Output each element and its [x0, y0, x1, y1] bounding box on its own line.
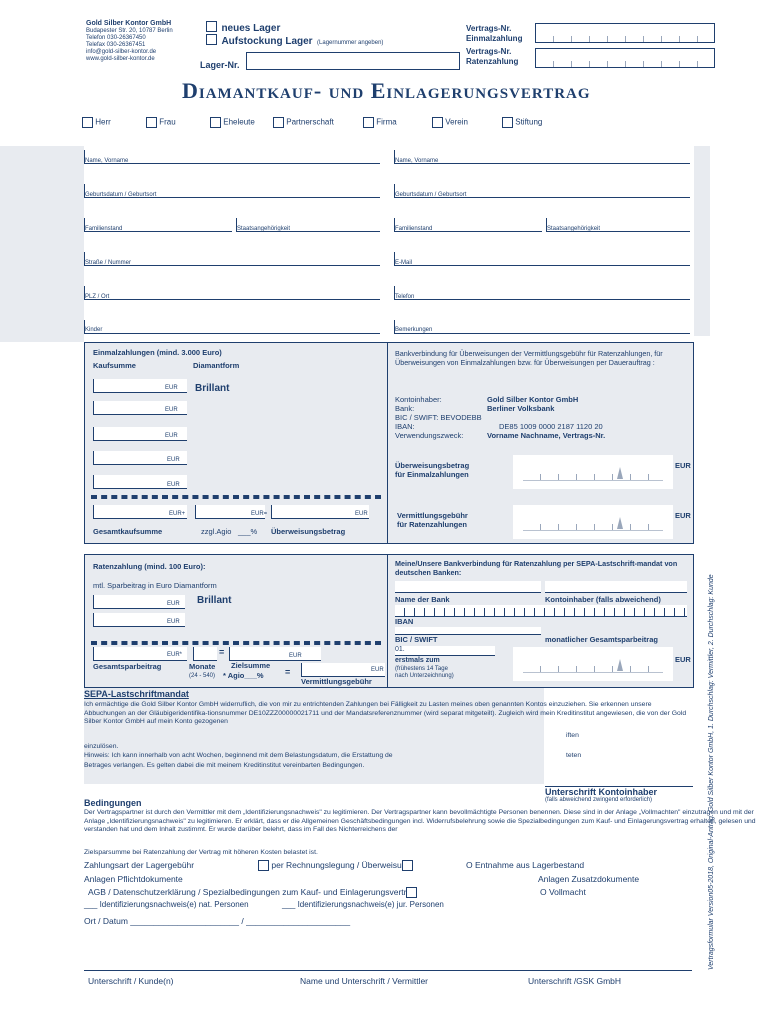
fee-invoice-label: per Rechnungslegung / Überweisu	[271, 860, 402, 870]
raten-target-eur: EUR	[289, 653, 302, 659]
raten-section	[84, 554, 694, 688]
transfer-amount-field[interactable]	[513, 455, 673, 489]
right-phone-label: Telefon	[395, 294, 415, 300]
vertrags-einmal-label	[466, 24, 522, 44]
sepa-date-prefix: 01.	[395, 646, 405, 653]
eheleute-checkbox[interactable]	[210, 117, 221, 128]
einmal-total-eur	[169, 511, 185, 518]
raten-divider	[387, 555, 388, 687]
fee-invoice-checkbox-2[interactable]	[402, 860, 413, 871]
partnerschaft-label: Partnerschaft	[286, 117, 334, 127]
fee-invoice-checkbox[interactable]	[258, 860, 269, 871]
einmal-eur-2: EUR	[165, 407, 178, 413]
purpose-label: Verwendungszweck:	[395, 431, 464, 440]
lager-nr-label: Lager-Nr.	[200, 60, 240, 70]
salutation-row	[82, 117, 702, 131]
personal-section	[84, 146, 694, 336]
left-zip-label: PLZ / Ort	[85, 294, 110, 300]
vertrags-raten-label	[466, 47, 518, 67]
herr-label: Herr	[95, 117, 111, 127]
fee-ticks	[523, 519, 663, 531]
conditions-text-end: Zielsparsumme bei Ratenzahlung der Vertrag mit höheren Kosten belastet ist.	[84, 849, 318, 856]
frau-checkbox[interactable]	[146, 117, 157, 128]
sepa-first-date-field[interactable]	[395, 646, 495, 656]
sepa-monthly-ticks	[523, 661, 663, 673]
raten-f-monate: Monate	[189, 662, 216, 671]
fee-eur: EUR	[675, 511, 691, 520]
raten-brillant: Brillant	[197, 595, 232, 606]
raten-total-eur-text: EUR	[167, 652, 180, 658]
purpose-value: Vorname Nachname, Vertrags-Nr.	[487, 431, 606, 440]
einmal-col-sum: Kaufsumme	[93, 361, 136, 370]
right-nationality-label: Staatsangehörigkeit	[547, 226, 601, 232]
salutation-verein[interactable]	[432, 117, 468, 128]
right-phone-field[interactable]	[394, 286, 690, 300]
right-notes-field[interactable]	[394, 320, 690, 334]
owner-value: Gold Silber Kontor GmbH	[487, 395, 579, 404]
fee-label-1: Vermittlungsgebühr	[397, 511, 468, 520]
raten-f-ziel: Zielsumme	[231, 661, 271, 670]
equals-sign: =	[263, 511, 268, 517]
salutation-frau[interactable]	[146, 117, 176, 128]
sepa-owner-field[interactable]	[545, 581, 687, 593]
company-email: info@gold-silber-kontor.de	[86, 49, 157, 55]
fee-withdraw-option[interactable]: O Entnahme aus Lagerbestand	[466, 860, 585, 870]
raten-eq: =	[219, 647, 225, 657]
sepa-monthly-label: monatlicher Gesamtsparbeitrag	[545, 635, 658, 644]
sepa-text-2-end: Betrages verlangen. Es gelten dabei die mit meinem Kreditinstitut vereinbarten Bedingungen.	[84, 762, 365, 769]
sepa-signature-label: Unterschrift Kontoinhaber	[545, 787, 658, 797]
bank-info-details	[395, 395, 690, 440]
bank-info-intro: Bankverbindung für Überweisungen der Vermittlungsgebühr für Ratenzahlungen, für Überweisungen von Einmalzahlungen bzw. für Überweisungen per Dauerauftrag :	[395, 349, 663, 367]
eheleute-label: Eheleute	[223, 117, 255, 127]
sepa-monthly-field[interactable]	[513, 647, 673, 681]
sepa-first-hint-1: (frühestens 14 Tage	[395, 666, 448, 672]
partnerschaft-checkbox[interactable]	[273, 117, 284, 128]
sepa-iban-label: IBAN	[395, 617, 414, 626]
vertrags-einmal-line1: Vertrags-Nr.	[466, 24, 512, 33]
transfer-ticks	[523, 469, 663, 481]
einmal-dashed-separator	[91, 495, 381, 499]
einmal-eur-1: EUR	[165, 385, 178, 391]
company-fax: Telefax 030-26367451	[86, 42, 146, 48]
left-zip-field[interactable]	[84, 286, 380, 300]
aufstockung-option[interactable]	[206, 31, 383, 49]
plus-sign: +	[181, 511, 186, 517]
vollmacht-option[interactable]: O Vollmacht	[540, 887, 586, 897]
company-block	[86, 20, 206, 63]
einmal-section	[84, 342, 694, 544]
bank-label: Bank:	[395, 404, 415, 413]
company-web: www.gold-silber-kontor.de	[86, 56, 155, 62]
right-name-field[interactable]	[394, 150, 690, 164]
place-date-field[interactable]: Ort / Datum _______________________ / ______________________	[84, 916, 351, 926]
aufstockung-label: Aufstockung Lager	[221, 36, 313, 47]
owner-label: Kontoinhaber:	[395, 395, 442, 404]
vertrags-raten-line1: Vertrags-Nr.	[466, 47, 512, 56]
right-birth-label: Geburtsdatum / Geburtsort	[395, 192, 467, 198]
document-title: Diamantkauf- und Einlagerungsvertrag	[182, 78, 591, 103]
salutation-partnerschaft[interactable]	[273, 117, 334, 128]
transfer-decimal-marker	[617, 467, 623, 479]
left-status-label: Familienstand	[85, 226, 123, 232]
fee-invoice-option[interactable]	[258, 860, 413, 871]
transfer-label-2: für Einmalzahlungen	[395, 470, 469, 479]
side-note: Vertragsformular Version05-2018, Original-Antrag: Gold Silber Kontor GmbH, 1. Durchschlag: Vermittler, 2. Durchschlag: Kunde	[708, 574, 715, 970]
signature-line[interactable]	[84, 970, 692, 971]
signature-gsk: Unterschrift /GSK GmbH	[528, 976, 622, 986]
einmal-brillant: Brillant	[195, 383, 230, 394]
sepa-decimal-marker	[617, 659, 623, 671]
aufstockung-checkbox[interactable]	[206, 34, 217, 45]
einmal-pct-sign: %	[250, 527, 258, 536]
ident-jur-label[interactable]: ___ Identifizierungsnachweis(e) jur. Personen	[282, 900, 444, 909]
left-margin-shade	[0, 146, 84, 342]
right-email-field[interactable]	[394, 252, 690, 266]
signature-agent: Name und Unterschrift / Vermittler	[300, 976, 429, 986]
stiftung-checkbox[interactable]	[502, 117, 513, 128]
fee-type-row	[84, 860, 194, 870]
raten-target-field[interactable]	[229, 647, 321, 661]
raten-eur-2: EUR	[167, 619, 180, 625]
lager-nr-field[interactable]	[246, 52, 460, 70]
star-sign: *	[179, 652, 183, 658]
vertrags-einmal-line2: Einmalzahlung	[466, 34, 523, 43]
firma-label: Firma	[376, 117, 397, 127]
raten-f-fee: Vermittlungsgebühr	[301, 677, 372, 686]
einmal-footer-sum: Gesamtkaufsumme	[93, 527, 163, 536]
salutation-stiftung[interactable]	[502, 117, 542, 128]
salutation-firma[interactable]	[363, 117, 397, 128]
mandatory-docs-label: Anlagen Pflichtdokumente	[84, 874, 183, 884]
bic-line: BIC / SWIFT: BEVODEBB	[395, 413, 482, 422]
raten-dashed-separator	[91, 641, 381, 645]
conditions-title: Bedingungen	[84, 798, 142, 808]
einmal-agio-eur-text: EUR	[251, 511, 264, 517]
raten-f-agio-text: * Agio	[223, 671, 245, 680]
fee-label	[397, 511, 468, 529]
agb-option[interactable]	[88, 887, 417, 898]
fee-label-2: für Ratenzahlungen	[397, 520, 468, 529]
company-address: Budapester Str. 20, 10787 Berlin	[86, 28, 173, 34]
verein-label: Verein	[445, 117, 468, 127]
sepa-bankname-label: Name der Bank	[395, 595, 450, 604]
fee-type-label: Zahlungsart der Lagergebühr	[84, 860, 195, 870]
salutation-eheleute[interactable]	[210, 117, 255, 128]
company-phone: Telefon 030-26367450	[86, 35, 146, 41]
raten-fee-eur: EUR	[371, 667, 384, 673]
sepa-title: SEPA-Lastschriftmandat	[84, 689, 189, 699]
left-name-field[interactable]	[84, 150, 380, 164]
sepa-first-hint-2: nach Unterzeichnung)	[395, 673, 454, 679]
iban-value: DE85 1009 0000 2187 1120 20	[499, 422, 603, 431]
raten-sub: mtl. Sparbeitrag in Euro Diamantform	[93, 581, 217, 590]
agb-checkbox[interactable]	[406, 887, 417, 898]
firma-checkbox[interactable]	[363, 117, 374, 128]
einmal-eur-5: EUR	[167, 482, 180, 488]
sepa-bankname-field[interactable]	[395, 581, 541, 593]
ident-nat-label[interactable]: ___ Identifizierungsnachweis(e) nat. Personen	[84, 900, 249, 909]
einmal-footer-transfer: Überweisungsbetrag	[271, 527, 346, 536]
raten-f-pct: %	[256, 671, 264, 680]
signature-customer: Unterschrift / Kunde(n)	[88, 976, 174, 986]
vertrags-raten-field[interactable]	[535, 48, 715, 68]
sepa-text-1-end: einzulösen.	[84, 743, 119, 750]
neues-lager-label: neues Lager	[221, 23, 281, 34]
sepa-monthly-eur: EUR	[675, 655, 691, 664]
herr-checkbox[interactable]	[82, 117, 93, 128]
raten-eur-1: EUR	[167, 601, 180, 607]
sepa-text	[84, 701, 692, 727]
sepa-text-2-cut: teten	[566, 752, 582, 759]
einmal-divider	[387, 343, 388, 543]
verein-checkbox[interactable]	[432, 117, 443, 128]
sepa-bic-label: BIC / SWIFT	[395, 635, 438, 644]
transfer-label-1: Überweisungsbetrag	[395, 461, 470, 470]
fee-decimal-marker	[617, 517, 623, 529]
right-email-label: E-Mail	[395, 260, 413, 266]
sepa-text-1-cut: iften	[566, 732, 579, 739]
raten-title: Ratenzahlung (mind. 100 Euro):	[93, 562, 206, 571]
einmal-footer-pct: ___%	[238, 527, 258, 536]
right-notes-label: Bemerkungen	[395, 327, 433, 333]
raten-f-eq: =	[285, 667, 291, 677]
left-birth-label: Geburtsdatum / Geburtsort	[85, 192, 157, 198]
left-street-label: Straße / Nummer	[85, 260, 132, 266]
sepa-text-2: Hinweis: Ich kann innerhalb von acht Wochen, beginnend mit dem Belastungsdatum, die Erstattung de	[84, 752, 393, 759]
raten-total-eur	[167, 652, 182, 659]
einmal-eur-3: EUR	[165, 433, 178, 439]
sepa-first-label: erstmals zum	[395, 657, 440, 664]
right-name-label: Name, Vorname	[395, 158, 439, 164]
sepa-bank-intro: Meine/Unsere Bankverbindung für Ratenzahlung per SEPA-Lastschrift-mandat von deutschen Banken:	[395, 559, 678, 577]
frau-label: Frau	[159, 117, 176, 127]
sepa-bic-field[interactable]	[395, 627, 541, 635]
raten-f-agio: * Agio___%	[223, 671, 264, 680]
raten-f-sparbeitrag: Gesamtsparbeitrag	[93, 662, 162, 671]
einmal-title: Einmalzahlungen (mind. 3.000 Euro)	[93, 348, 222, 357]
raten-f-range: (24 - 540)	[189, 673, 216, 679]
left-nationality-label: Staatsangehörigkeit	[237, 226, 291, 232]
einmal-agio-eur	[251, 511, 267, 518]
raten-months-field[interactable]	[193, 647, 217, 661]
sepa-signature-hint: (falls abweichend zwingend erforderlich)	[545, 797, 653, 803]
right-margin-shade	[694, 146, 710, 336]
vertrags-einmal-field[interactable]	[535, 23, 715, 43]
aufstockung-hint: (Lagernummer angeben)	[317, 40, 384, 46]
agb-label: AGB / Datenschutzerklärung / Spezialbedingungen zum Kauf- und Einlagerungsvertr	[88, 887, 407, 897]
einmal-footer-agio: zzgl.Agio	[201, 527, 232, 536]
sepa-text-1: Ich ermächtige die Gold Silber Kontor GmbH widerruflich, die von mir zu entrichtenden Zahlungen bei Fälligkeit zu Lasten meines oben genannten Kontos einzuziehen. Sie erkennen unsere Abbuchungen an der Gläubigeridentifika-tionsnummer DE10ZZZ00000021711 und der Mandatsreferenznummer (wird separat mitgeteilt). Zugleich wird mein Kreditinstitut angewiesen, die von der Gold Silber Kontor GmbH auf mein Konto gezogenen	[84, 701, 687, 726]
einmal-col-form: Diamantform	[193, 361, 240, 370]
bank-value: Berliner Volksbank	[487, 404, 555, 413]
transfer-eur: EUR	[675, 461, 691, 470]
einmal-transfer-eur: EUR	[355, 511, 368, 517]
einmal-eur-4: EUR	[167, 457, 180, 463]
einmal-total-eur-text: EUR	[169, 511, 182, 517]
left-name-label: Name, Vorname	[85, 158, 129, 164]
sepa-iban-field[interactable]	[395, 605, 687, 617]
iban-label: IBAN:	[395, 422, 415, 431]
right-status-label: Familienstand	[395, 226, 433, 232]
salutation-herr[interactable]	[82, 117, 111, 128]
sepa-owner-label: Kontoinhaber (falls abweichend)	[545, 595, 661, 604]
stiftung-label: Stiftung	[515, 117, 543, 127]
transfer-label	[395, 461, 469, 479]
vertrags-raten-line2: Ratenzahlung	[466, 57, 519, 66]
left-children-label: Kinder	[85, 327, 103, 333]
conditions-text: Der Vertragspartner ist durch den Vermittler mit dem „Identifizierungsnachweis" zu legitimieren. Der Vertragspartner kann bevollmächtigte Personen benennen. Diese sind in der Anlage „Vollmachten" einzutragen und mit der Anlage „Identifizierungsnachweis" zu legitimieren. Er erklärt, dass er die Allgemeinen Geschäftsbedingungen incl. Widerrufsbelehrung sowie die Spezialbedingungen zum Kauf- und Einlagerungsvertrag erhalten, gelesen und verstanden hat und dem Inhalt zustimmt. Er wurde darüber belehrt, dass im Fall des Nichterreichens der	[84, 809, 756, 834]
fee-amount-field[interactable]	[513, 505, 673, 539]
company-name: Gold Silber Kontor GmbH	[86, 20, 172, 27]
extra-docs-label: Anlagen Zusatzdokumente	[538, 874, 640, 884]
left-children-field[interactable]	[84, 320, 380, 334]
